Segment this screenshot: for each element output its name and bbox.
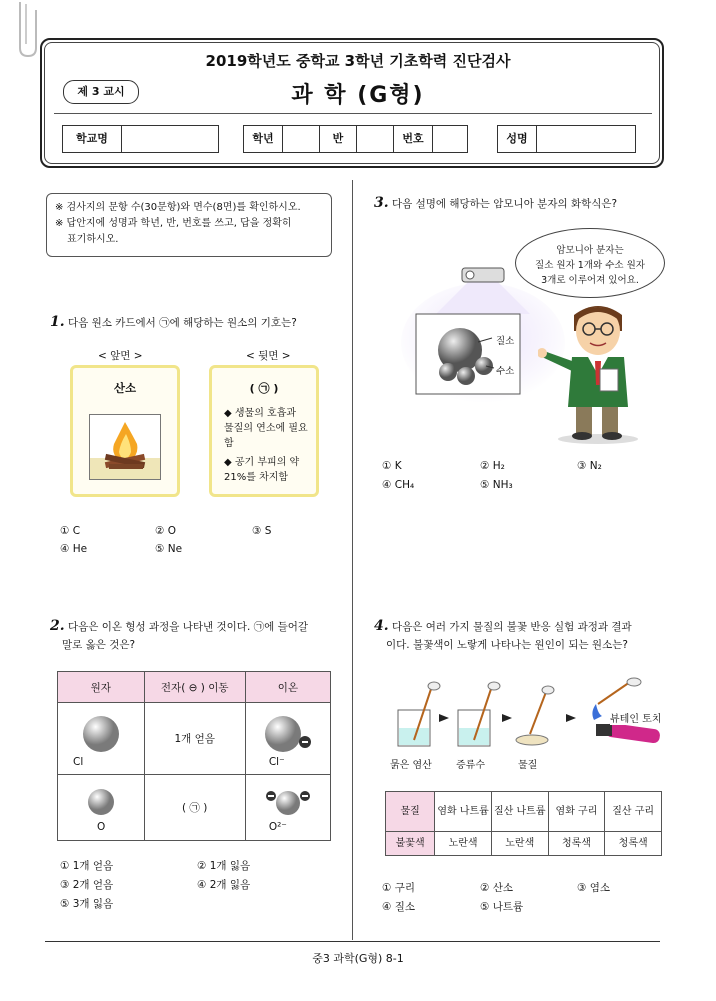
q3-stem <box>374 194 617 213</box>
q3-option-5[interactable]: ⑤ NH₃ <box>480 479 513 491</box>
flame-color-1: 노란색 <box>435 832 492 856</box>
element-card-back <box>209 365 319 497</box>
grade-label: 학년 <box>243 125 283 153</box>
bubble-line-3: 3개로 이루어져 있어요. <box>541 275 639 286</box>
q3-text: 다음 설명에 해당하는 암모니아 분자의 화학식은? <box>391 198 618 210</box>
number-input[interactable] <box>432 125 468 153</box>
substance-2: 질산 나트륨 <box>491 792 548 832</box>
q1-option-5[interactable]: ⑤ Ne <box>155 543 183 555</box>
card-back-title: ( ㉠ ) <box>249 382 279 395</box>
cl-atom-label: Cl <box>73 755 84 768</box>
q2-option-4[interactable]: ④ 2개 잃음 <box>197 879 251 891</box>
footer-divider <box>45 941 660 942</box>
flame-color-label: 불꽃색 <box>386 832 435 856</box>
ion-table-row1-ion <box>245 703 330 775</box>
card-back-bullet-1: ◆ 생물의 호흡과 물질의 연소에 필요함 <box>224 408 308 449</box>
q1-option-2[interactable]: ② O <box>155 525 177 537</box>
exam-title: 2019학년도 중학교 3학년 기초학력 진단검사 <box>205 52 511 70</box>
class-input[interactable] <box>356 125 394 153</box>
flame-color-table <box>385 791 662 856</box>
teacher-icon <box>538 295 648 445</box>
q1-number: 1. <box>50 314 65 330</box>
notice-line-3: 표기하시오. <box>67 234 119 245</box>
label-butane-torch: 뷰테인 토치 <box>610 710 661 725</box>
label-dilute-hcl: 묽은 염산 <box>390 760 432 771</box>
q3-option-1[interactable]: ① K <box>382 460 402 472</box>
ion-table-header-atom: 원자 <box>58 672 145 703</box>
q3-option-3[interactable]: ③ N₂ <box>577 460 602 472</box>
q2-number: 2. <box>50 618 65 634</box>
q4-stem <box>374 617 674 654</box>
flame-color-3: 청록색 <box>548 832 605 856</box>
school-input[interactable] <box>121 125 219 153</box>
ion-table-row2-ion <box>245 775 330 841</box>
o-atom-icon <box>86 787 116 817</box>
ion-table-header-move: 전자( ⊖ ) 이동 <box>144 672 245 703</box>
q4-option-4[interactable]: ④ 질소 <box>382 901 416 913</box>
q1-back-label: < 뒷면 > <box>246 350 291 362</box>
q1-option-1[interactable]: ① C <box>60 525 81 537</box>
q2-option-3[interactable]: ③ 2개 얻음 <box>60 879 114 891</box>
ion-table-header-ion: 이온 <box>245 672 330 703</box>
q4-text-2: 이다. 불꽃색이 노랗게 나타나는 원인이 되는 원소는? <box>386 639 628 651</box>
name-label: 성명 <box>497 125 537 153</box>
substance-4: 질산 구리 <box>605 792 662 832</box>
card-front-title: 산소 <box>113 381 137 395</box>
o-ion-label: O²⁻ <box>268 820 287 833</box>
school-label: 학교명 <box>62 125 122 153</box>
q1-option-4[interactable]: ④ He <box>60 543 88 555</box>
ion-table-row2-atom <box>58 775 145 841</box>
grade-input[interactable] <box>282 125 320 153</box>
number-label: 번호 <box>393 125 433 153</box>
q1-option-3[interactable]: ③ S <box>252 525 272 537</box>
notice-box <box>46 193 332 257</box>
label-nitrogen: 질소 <box>496 333 514 347</box>
q4-number: 4. <box>374 618 389 634</box>
ion-table-row2-move: ( ㉠ ) <box>144 775 245 841</box>
substance-1: 염화 나트륨 <box>435 792 492 832</box>
speech-bubble <box>515 228 665 298</box>
page-footer: 중3 과학(G형) 8-1 <box>312 952 404 965</box>
subject-title: 과 학 (G형) <box>291 83 425 108</box>
q3-number: 3. <box>374 195 389 211</box>
q1-front-label: < 앞면 > <box>98 350 143 362</box>
bubble-line-1: 암모니아 분자는 <box>556 245 624 256</box>
q1-text: 다음 원소 카드에서 ㉠에 해당하는 원소의 기호는? <box>67 317 297 329</box>
campfire-icon <box>89 414 161 480</box>
q3-option-2[interactable]: ② H₂ <box>480 460 505 472</box>
q4-option-3[interactable]: ③ 염소 <box>577 882 611 894</box>
q2-text-2: 말로 옳은 것은? <box>62 639 136 651</box>
q4-text-1: 다음은 여러 가지 물질의 불꽃 반응 실험 과정과 결과 <box>391 621 632 633</box>
q1-stem <box>50 313 297 332</box>
o-atom-label: O <box>97 820 106 833</box>
notice-line-2: ※ 답안지에 성명과 학년, 반, 번호를 쓰고, 답을 정확히 <box>55 218 292 229</box>
label-distilled-water: 증류수 <box>456 760 485 771</box>
q2-option-2[interactable]: ② 1개 잃음 <box>197 860 251 872</box>
q2-stem <box>50 617 340 654</box>
flame-color-2: 노란색 <box>491 832 548 856</box>
q3-option-4[interactable]: ④ CH₄ <box>382 479 415 491</box>
ion-table-row1-move: 1개 얻음 <box>144 703 245 775</box>
class-label: 반 <box>319 125 357 153</box>
q2-option-5[interactable]: ⑤ 3개 잃음 <box>60 898 114 910</box>
label-hydrogen: 수소 <box>496 363 514 377</box>
cl-ion-icon <box>261 714 315 754</box>
o-ion-icon <box>263 787 313 817</box>
name-input[interactable] <box>536 125 636 153</box>
q4-option-5[interactable]: ⑤ 나트륨 <box>480 901 524 913</box>
ion-table <box>57 671 331 841</box>
header-divider <box>54 113 652 114</box>
label-substance: 물질 <box>518 760 538 771</box>
q2-text-1: 다음은 이온 형성 과정을 나타낸 것이다. ㉠에 들어갈 <box>67 621 309 633</box>
flame-table-header: 물질 <box>386 792 435 832</box>
ion-table-row1-atom <box>58 703 145 775</box>
q4-option-1[interactable]: ① 구리 <box>382 882 416 894</box>
bubble-line-2: 질소 원자 1개와 수소 원자 <box>535 260 645 271</box>
substance-3: 염화 구리 <box>548 792 605 832</box>
notice-line-1: ※ 검사지의 문항 수(30문항)와 면수(8면)를 확인하시오. <box>55 202 301 213</box>
card-back-bullet-2: ◆ 공기 부피의 약 21%를 차지함 <box>224 457 300 483</box>
cl-ion-label: Cl⁻ <box>268 755 285 768</box>
period-badge: 제 3 교시 <box>63 80 139 104</box>
element-card-front <box>70 365 180 497</box>
q2-option-1[interactable]: ① 1개 얻음 <box>60 860 114 872</box>
column-divider <box>352 180 353 940</box>
flame-color-4: 청록색 <box>605 832 662 856</box>
cl-atom-icon <box>81 714 121 754</box>
q4-option-2[interactable]: ② 산소 <box>480 882 514 894</box>
